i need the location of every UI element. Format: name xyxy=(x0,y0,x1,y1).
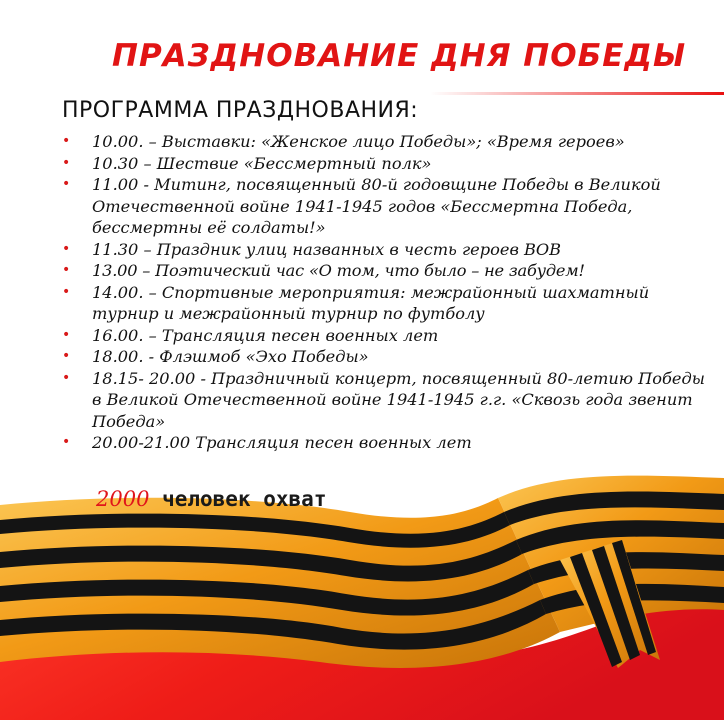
list-item-text: 16.00. – Трансляция песен военных лет xyxy=(92,325,439,345)
list-item xyxy=(62,368,712,433)
list-item xyxy=(62,346,712,368)
bullet-icon: • xyxy=(62,348,71,364)
page-title: ПРАЗДНОВАНИЕ ДНЯ ПОБЕДЫ xyxy=(112,38,687,74)
bullet-icon: • xyxy=(62,262,71,278)
list-item xyxy=(62,432,712,454)
bullet-icon: • xyxy=(62,133,71,149)
list-item-text: 13.00 – Поэтический час «О том, что было – не забудем! xyxy=(92,261,585,280)
bullet-icon: • xyxy=(62,326,71,343)
bullet-icon: • xyxy=(62,240,71,257)
list-item xyxy=(62,239,712,261)
list-item-text: 14.00. – Спортивные мероприятия: межрайонный шахматный турнир и межрайонный турнир по футболу xyxy=(92,282,650,323)
list-item-text: 18.00. - Флэшмоб «Эхо Победы» xyxy=(92,347,369,366)
list-item-text: 20.00-21.00 Трансляция песен военных лет xyxy=(92,433,472,452)
list-item-text: 10.00. – Выставки: «Женское лицо Победы»; «Время героев» xyxy=(92,132,625,151)
list-item xyxy=(62,260,712,282)
bullet-icon: • xyxy=(62,369,71,386)
list-item xyxy=(62,282,712,325)
program-heading: ПРОГРАММА ПРАЗДНОВАНИЯ: xyxy=(62,98,419,123)
reach-statement xyxy=(96,487,326,511)
list-item-text: 11.00 - Митинг, посвященный 80-й годовщине Победы в Великой Отечественной войне 1941-1945 годов «Бессмертна Победа, бессмертны её солдаты!» xyxy=(92,175,661,237)
list-item xyxy=(62,153,712,175)
bullet-icon: • xyxy=(62,154,71,171)
program-list xyxy=(62,131,712,454)
bullet-icon: • xyxy=(62,434,71,450)
list-item-text: 10.30 – Шествие «Бессмертный полк» xyxy=(92,153,432,173)
reach-number: 2000 xyxy=(96,487,150,511)
reach-text: человек охват xyxy=(149,487,327,511)
list-item-text: 18.15- 20.00 - Праздничный концерт, посвященный 80-летию Победы в Великой Отечественной войне 1941-1945 г.г. «Сквозь года звенит Победа» xyxy=(92,368,705,431)
list-item xyxy=(62,325,712,347)
list-item xyxy=(62,174,712,239)
list-item-text: 11.30 – Праздник улиц названных в честь героев ВОВ xyxy=(92,239,562,259)
bullet-icon: • xyxy=(62,283,71,300)
list-item xyxy=(62,131,712,153)
title-underline xyxy=(430,92,724,95)
bullet-icon: • xyxy=(62,176,71,192)
